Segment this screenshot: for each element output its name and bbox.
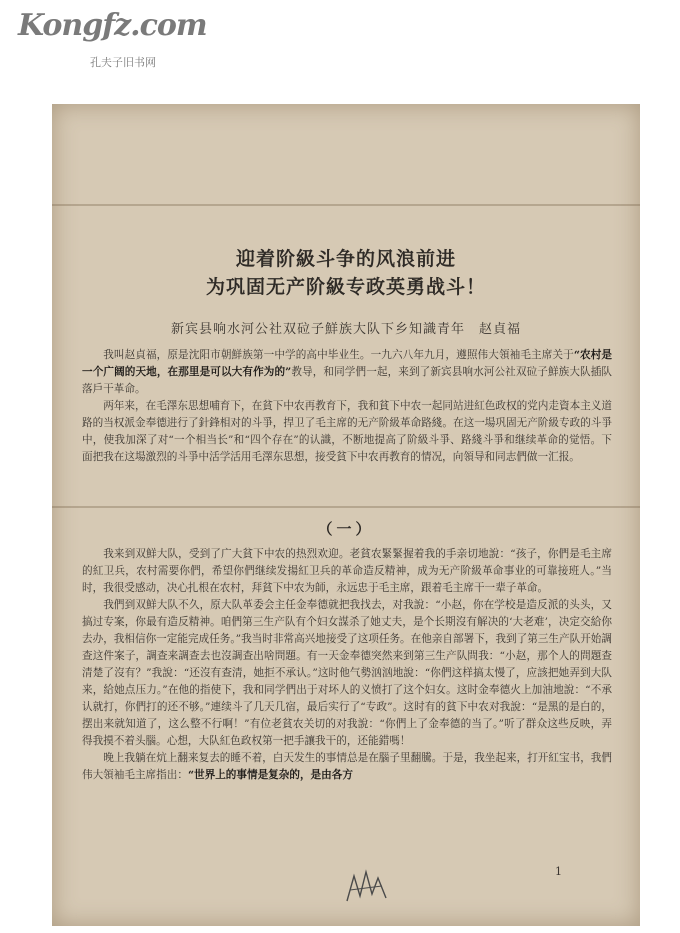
watermark-subtitle: 孔夫子旧书网: [90, 56, 156, 69]
paragraph-2: 两年来，在毛澤东思想哺育下，在貧下中农再教育下，我和貧下中农一起同站进紅色政权的党内走資本主义道路的当权派金奉德进行了針鋒相对的斗爭，捍卫了毛主席的无产阶級革命路綫。在这一場巩固无产阶級专政的斗爭中，使我加深了对“一个相当长”和“四个存在”的认識，不断地提高了阶級斗爭、路綫斗爭和继续革命的觉悟。下面把我在这場激烈的斗爭中活学活用毛澤东思想，接受貧下中农再教育的情况，向領导和同志們做一汇报。: [82, 400, 612, 463]
paragraph-1: [82, 347, 612, 398]
watermark: [12, 8, 207, 69]
paragraph-5: [82, 750, 612, 784]
p1-text-a: 我叫赵貞福，原是沈阳市朝鮮族第一中学的高中毕业生。一九六八年九月，遵照伟大領袖毛主席关于: [103, 349, 574, 361]
p5-quote: “世界上的事情是复杂的，是由各方: [187, 769, 353, 781]
section-heading: （一）: [317, 520, 375, 538]
title-line-2: 为巩固无产阶級专政英勇战斗！: [205, 276, 486, 298]
byline: 新宾县响水河公社双砬子鮮族大队下乡知識青年 赵貞福: [170, 322, 521, 337]
paragraph-4: 我們到双鮮大队不久，原大队革委会主任金奉德就把我找去，对我說：“小赵，你在学校是造反派的头头，又搞过专案，你最有造反精神。咱們第三生产队有个妇女謀杀了她丈夫，是个长期沒有解决的‘大老难’，决定交給你去办，我相信你一定能完成任务。”我当时非常高兴地接受了这项任务。在他亲自部署下，我到了第三生产队开始調查这件案子，調查来調查去也沒調查出啥問題。有一天金奉德突然来到第三生产队問我：“小赵，那个人的問題查清楚了沒有？”我說：“还沒有查清，她拒不承认。”这时他气勢汹汹地說：“你們这样搞太慢了，应該把她弄到大队来，給她点压力。”在他的指使下，我和同学們出于对坏人的义愤打了这个妇女。这时金奉德火上加油地說：“不承认就打，你們打的还不够。”連续斗了几天几宿，最后实行了“专政”。这时有的貧下中农对我說：“是黑的是白的，摆出来就知道了，这么整不行啊！”有位老貧农关切的对我說：“你們上了金奉德的当了。”听了群众这些反映，弄得我摸不着头腦。心想，大队紅色政权第一把手讓我干的，还能錯嗎！: [82, 599, 612, 747]
p5-text-a: 晚上我躺在炕上翻来复去的睡不着，白天发生的事情总是在腦子里翻騰。于是，我坐起来，打开紅宝书，我們伟大領袖毛主席指出：: [82, 752, 612, 781]
fold-line: [52, 506, 640, 508]
watermark-logo: Kongfz.com: [18, 8, 207, 43]
paragraph-3: 我来到双鮮大队，受到了广大貧下中农的热烈欢迎。老貧农緊緊握着我的手亲切地說：“孩子，你們是毛主席的紅卫兵，农村需要你們，希望你們继续发揚紅卫兵的革命造反精神，成为无产阶級革命事业的可靠接班人。”当时，我很受感动，决心扎根在农村，拜貧下中农为師，永远忠于毛主席，跟着毛主席干一辈子革命。: [82, 548, 612, 594]
title-line-1: 迎着阶級斗争的风浪前进: [235, 248, 456, 270]
section-text: [82, 546, 612, 784]
document-page: [52, 104, 640, 926]
pencil-scribble: [342, 866, 392, 906]
p1-quote: “农村是一个广阔的天地，在那里是可以大有作为的”: [82, 349, 613, 378]
page-number: 1: [555, 865, 562, 878]
fold-line: [52, 204, 640, 206]
p1-text-b: 教导，和同学們一起，来到了新宾县响水河公社双砬子鮮族大队插队落戶干革命。: [82, 366, 613, 395]
intro-text: [82, 347, 612, 466]
